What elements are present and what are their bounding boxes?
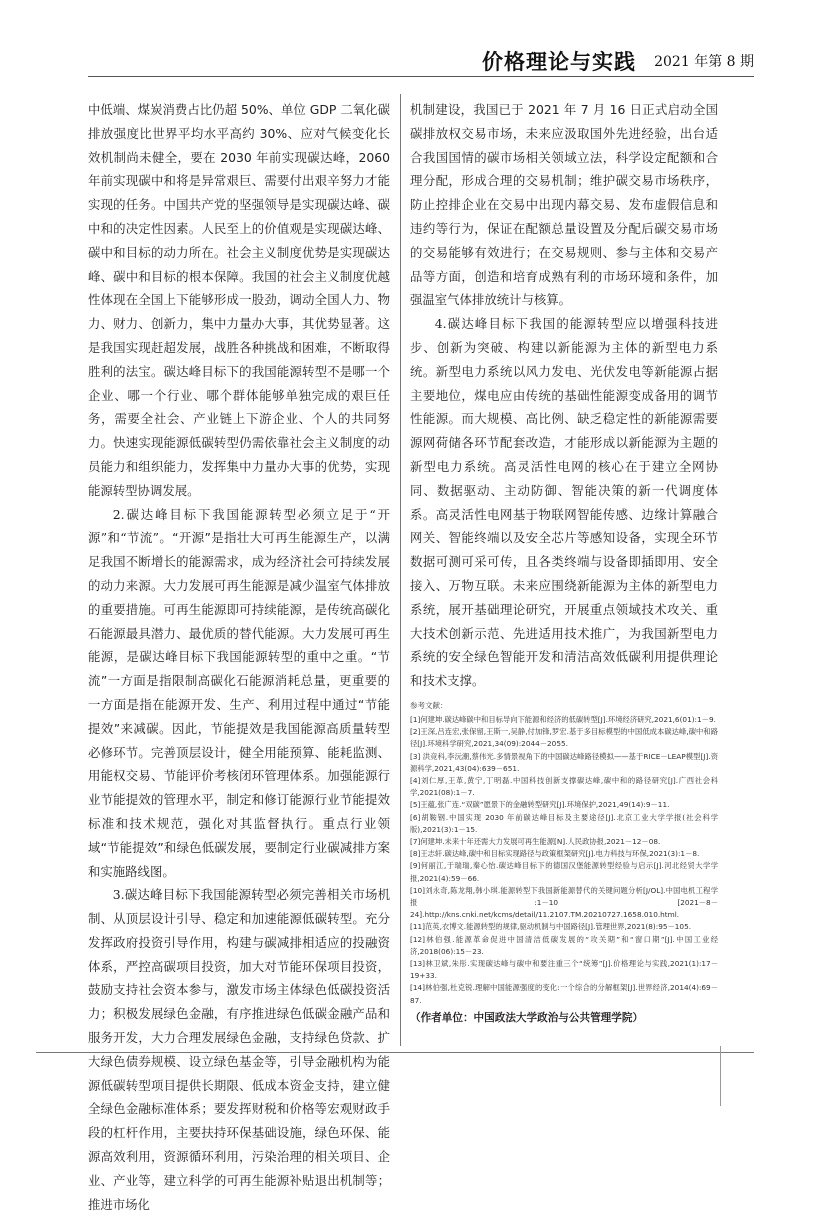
reference-item: [7]何建坤.未来十年还需大力发展可再生能源[N].人民政协报,2021－12－08. <box>410 836 661 846</box>
page-header <box>88 44 754 76</box>
references-title: 参考文献： <box>410 700 448 710</box>
reference-item: [11]范英,衣博文.能源转型的规律,驱动机制与中国路径[J].管理世界,2021(8):95－105. <box>410 922 692 932</box>
issue-number: 2021 年第 8 期 <box>654 54 754 70</box>
reference-item: [4]刘仁厚,王革,黄宁,丁明磊.中国科技创新支撑碳达峰,碳中和的路径研究[J].广西社会科学,2021(08):1－7. <box>410 775 718 798</box>
paragraph-text: “开源”是指壮大可再生能源生产，以满足我国不断增长的能源需求，成为经济社会可持续发展的动力来源。大力发展可再生能源是减少温室气体排放的重要措施。可再生能源即可持续能源，是传统高碳化石能源最具潜力、最优质的替代能源。大力发展可再生能源，是碳达峰目标下我国能源转型的重中之重。“节流”一方面是指限制高碳化石能源消耗总量，更重要的一方面是指在能源开发、生产、利用过程中通过“节能提效”来减碳。因此，节能提效是我国能源高质量转型必修环节。完善顶层设计，健全用能预算、能耗监测、用能权交易、节能评价考核闭环管理体系。加强能源行业节能提效的管理水平，制定和修订能源行业节能提效标准和技术规范，强化对其监督执行。重点行业领域“节能提效”和绿色低碳发展，要制定行业碳减排方案和实施路线图。 <box>88 530 390 879</box>
paragraph <box>410 98 718 312</box>
author-affiliation: （作者单位：中国政法大学政治与公共管理学院） <box>410 1011 644 1024</box>
right-column <box>410 98 718 1025</box>
reference-item: [14]林伯强,杜克锐.理解中国能源强度的变化:一个综合的分解框架[J].世界经济,2014(4):69－87. <box>410 983 718 1005</box>
section-lead: 2.碳达峰目标下我国能源转型必须立足于“开源”和“节流”。 <box>88 506 390 546</box>
reference-item: [1]何建坤.碳达峰碳中和目标导向下能源和经济的低碳转型[J].环境经济研究,2021,6(01):1－9. <box>410 714 716 724</box>
section-lead: 4.碳达峰目标下我国的能源转型应以增强科技进步、创新为突破、构建以新能源为主体的新型电力系统。 <box>410 316 718 379</box>
reference-item: [8]王志轩.碳达峰,碳中和目标实现路径与政策框架研究[J].电力科技与环保,2021(3):1－8. <box>410 849 700 859</box>
reference-item: [5]王蕴,张广连.“双碳”愿景下的金融转型研究[J].环境保护,2021,49(14):9－11. <box>410 800 670 810</box>
references-list <box>410 714 718 1007</box>
section-lead: 3.碳达峰目标下我国能源转型必须完善相关市场机制、从顶层设计引导、稳定和加速能源低碳转型。 <box>88 887 390 927</box>
reference-item: [13]林卫斌,朱彤.实现碳达峰与碳中和要注重三个“统筹”[J].价格理论与实践,2021(1):17－19+33. <box>410 958 718 981</box>
reference-item: [9]何丽江,于瑞瑞,秦心怡.碳达峰目标下的德国汉堡能源转型经验与启示[J].河北经贸大学学报,2021(4):59－66. <box>410 861 718 883</box>
reference-item: [12]林伯强.能源革命促进中国清洁低碳发展的“攻关期”和“窗口期”[J].中国工业经济,2018(06):15－23. <box>410 934 718 956</box>
left-column <box>88 98 390 1216</box>
journal-title: 价格理论与实践 <box>482 49 636 74</box>
paragraph-text: 中低端、煤炭消费占比仍超 50%、单位 GDP 二氧化碳排放强度比世界平均水平高约 30%、应对气候变化长效机制尚未健全，要在 2030 年前实现碳达峰，2060 年前实现碳中和将是异常艰巨、需要付出艰辛努力才能实现的任务。中国共产党的坚强领导是实现碳达峰、碳中和的决定性因素。人民至上的价值观是实现碳达峰、碳中和目标的动力所在。社会主义制度优势是实现碳达峰、碳中和目标的根本保障。我国的社会主义制度优越性体现在全国上下能够形成一股劲，调动全国人力、物力、财力、创新力，集中力量办大事，其优势显著。这是我国实现赶超发展，战胜各种挑战和困难，不断取得胜利的法宝。碳达峰目标下的我国能源转型不是哪一个企业、哪一个行业、哪个群体能够单独完成的艰巨任务，需要全社会、产业链上下游企业、个人的共同努力。快速实现能源低碳转型仍需依靠社会主义制度的动员能力和组织能力，发挥集中力量办大事的优势，实现能源转型协调发展。 <box>88 102 390 498</box>
reference-item: [10]刘永奇,陈龙翔,韩小琪.能源转型下我国新能源替代的关键问题分析[J/OL].中国电机工程学报:1－10 [2021－8－24].http://kns.cnki.net/kcms/detail/11.2107.TM.20210727.1658.010.html. <box>410 885 718 920</box>
right-paragraphs <box>410 98 718 693</box>
column-divider <box>400 94 401 1046</box>
footer-divider <box>36 1052 754 1053</box>
footer-margin-rule <box>720 1046 721 1106</box>
paragraph <box>88 98 390 503</box>
paragraph-text: 新型电力系统以风力发电、光伏发电等新能源占据主要地位，煤电应由传统的基础性能源变成备用的调节性能源。而大规模、高比例、缺乏稳定性的新能源需要源网荷储各环节配套改造，才能形成以新能源为主题的新型电力系统。高灵活性电网的核心在于建立全网协同、数据驱动、主动防御、智能决策的新一代调度体系。高灵活性电网基于物联网智能传感、边缘计算融合网关、智能终端以及安全芯片等感知设备，实现全环节数据可测可采可传，且各类终端与设备即插即用、安全接入、万物互联。未来应围绕新能源为主体的新型电力系统，展开基础理论研究，开展重点领域技术攻关、重大技术创新示范、先进适用技术推广，为我国新型电力系统的安全绿色智能开发和清洁高效低碳利用提供理论和技术支撑。 <box>410 363 719 689</box>
header-divider <box>88 76 754 77</box>
paragraph-text: 充分发挥政府投资引导作用，构建与碳减排相适应的投融资体系，严控高碳项目投资，加大对节能环保项目投资，鼓励支持社会资本参与，激发市场主体绿色低碳投资活力；积极发展绿色金融，有序推进绿色低碳金融产品和服务开发，大力合理发展绿色金融，支持绿色贷款、扩大绿色债券规模、设立绿色基金等，引导金融机构为能源低碳转型项目提供长期限、低成本资金支持，建立健全绿色金融标准体系；要发挥财税和价格等宏观财政手段的杠杆作用，主要扶持环保基础设施，绿色环保、能源高效利用，资源循环利用，污染治理的相关项目、企业、产业等，建立科学的可再生能源补贴退出机制等；推进市场化 <box>88 911 391 1212</box>
reference-item: [2]王深,吕连宏,张保留,王斯一,吴静,付加锋,罗宏.基于多目标模型的中国低成本碳达峰,碳中和路径[J].环境科学研究,2021,34(09):2044－2055. <box>410 727 718 749</box>
reference-item: [3] 洪竞科,李沅潮,蔡伟光.多情景视角下的中国碳达峰路径模拟——基于RICE－LEAP模型[J].资源科学,2021,43(04):639－651. <box>410 751 718 773</box>
paragraph <box>410 312 718 693</box>
paragraph <box>88 503 390 884</box>
reference-item: [6]胡鞍钢.中国实现 2030 年前碳达峰目标及主要途径[J].北京工业大学学报(社会科学版),2021(3):1－15. <box>410 812 718 834</box>
paragraph <box>88 883 390 1216</box>
paragraph-text: 机制建设，我国已于 2021 年 7 月 16 日正式启动全国碳排放权交易市场，未来应汲取国外先进经验，出台适合我国国情的碳市场相关领域立法，科学设定配额和合理分配，形成合理的交易机制；维护碳交易市场秩序，防止控排企业在交易中出现内幕交易、发布虚假信息和违约等行为，保证在配额总量设置及分配后碳交易市场的交易能够有效进行；在交易规则、参与主体和交易产品等方面，创造和培育成熟有利的市场环境和条件，加强温室气体排放统计与核算。 <box>410 102 718 308</box>
